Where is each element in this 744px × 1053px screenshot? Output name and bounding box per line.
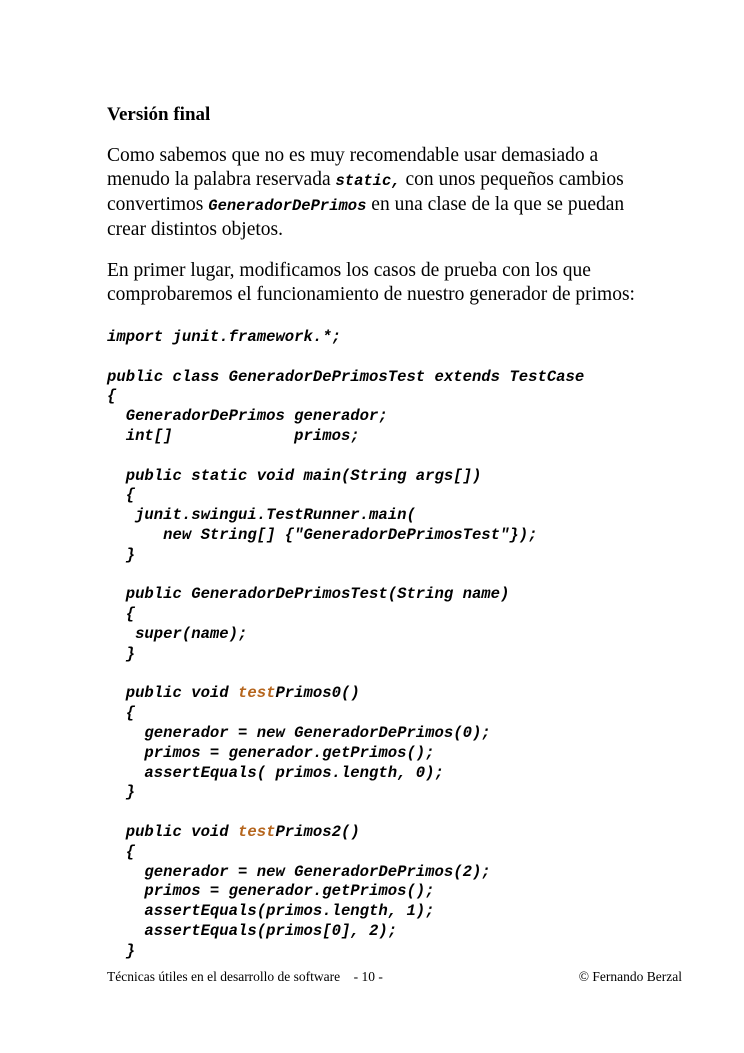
- code-line: GeneradorDePrimos generador;: [107, 407, 388, 426]
- highlighted-test-prefix: test: [238, 684, 276, 703]
- second-paragraph: [107, 259, 687, 307]
- text-run: en una clase de la que se puedan: [366, 194, 625, 215]
- code-line: assertEquals(primos[0], 2);: [107, 921, 398, 940]
- intro-paragraph: [107, 144, 687, 242]
- code-line: primos = generador.getPrimos();: [107, 743, 435, 762]
- paragraph-line: comprobaremos el funcionamiento de nuestro generador de primos:: [107, 284, 635, 305]
- code-line: [107, 447, 584, 467]
- code-line: assertEquals(primos.length, 1);: [107, 902, 435, 921]
- code-line: {: [107, 486, 136, 505]
- code-line: {: [107, 842, 136, 861]
- code-line: [107, 803, 584, 823]
- code-run: Primos2(): [275, 822, 360, 841]
- text-run: con unos pequeños cambios: [400, 169, 624, 190]
- code-line: [107, 348, 584, 368]
- code-line: new String[] {"GeneradorDePrimosTest"});: [107, 525, 538, 544]
- text-run: menudo la palabra reservada: [107, 169, 336, 190]
- code-line: [107, 684, 584, 704]
- paragraph-line: [107, 168, 687, 193]
- code-line: {: [107, 387, 117, 406]
- footer-author: © Fernando Berzal: [578, 969, 682, 984]
- code-line: int[] primos;: [107, 426, 360, 445]
- text-run: convertimos: [107, 194, 209, 215]
- paragraph-line: En primer lugar, modificamos los casos de prueba con los que: [107, 260, 591, 281]
- code-line: generador = new GeneradorDePrimos(0);: [107, 723, 491, 742]
- section-heading: Versión final: [107, 104, 211, 125]
- code-line: generador = new GeneradorDePrimos(2);: [107, 862, 491, 881]
- code-line: [107, 823, 584, 843]
- code-run: public void: [107, 684, 239, 703]
- footer-title-page-number: Técnicas útiles en el desarrollo de software - 10 -: [107, 969, 383, 984]
- code-line: primos = generador.getPrimos();: [107, 882, 435, 901]
- highlighted-test-prefix: test: [238, 822, 276, 841]
- paragraph-line: Como sabemos que no es muy recomendable usar demasiado a: [107, 145, 599, 166]
- inline-code-class: GeneradorDePrimos: [208, 197, 367, 215]
- code-line: }: [107, 941, 136, 960]
- code-line: public static void main(String args[]): [107, 466, 482, 485]
- code-line: import junit.framework.*;: [107, 328, 341, 346]
- paragraph-line: crear distintos objetos.: [107, 219, 284, 240]
- code-line: public GeneradorDePrimosTest(String name): [107, 585, 510, 604]
- code-run: Primos0(): [275, 684, 360, 703]
- code-line: }: [107, 783, 136, 802]
- code-line: assertEquals( primos.length, 0);: [107, 763, 444, 782]
- code-line: super(name);: [107, 624, 248, 643]
- code-line: }: [107, 644, 136, 663]
- code-line: [107, 566, 584, 586]
- paragraph-line: [107, 193, 687, 218]
- code-run: public void: [107, 822, 239, 841]
- code-line: }: [107, 545, 136, 564]
- code-listing: [107, 328, 584, 962]
- code-line: [107, 665, 584, 685]
- code-line: {: [107, 704, 136, 723]
- code-line: {: [107, 605, 136, 624]
- inline-code-static: static,: [335, 172, 401, 190]
- code-line: junit.swingui.TestRunner.main(: [107, 506, 416, 525]
- code-line: public class GeneradorDePrimosTest extends TestCase: [107, 367, 585, 386]
